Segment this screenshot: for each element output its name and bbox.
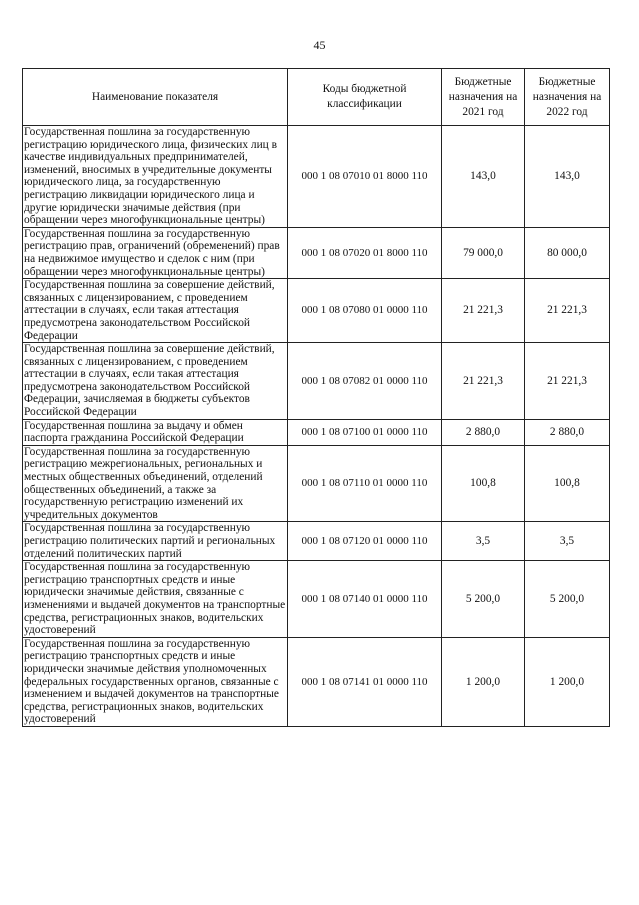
table-row: [23, 419, 610, 445]
row-name: Государственная пошлина за государственную регистрацию транспортных средств и иные юридически значимые действия уполномоченных федеральных государственных органов, связанные с изменением и выдачей документов на транспортные средства, регистрационных знаков, водительских удостоверений: [23, 637, 288, 726]
row-value-2022: 3,5: [525, 522, 610, 561]
table-row: [23, 126, 610, 228]
row-name: Государственная пошлина за государственную регистрацию прав, ограничений (обременений) прав на недвижимое имущество и сделок с ним (при обращении через многофункциональные центры): [23, 227, 288, 278]
row-value-2021: 143,0: [442, 126, 525, 228]
row-code: 000 1 08 07010 01 8000 110: [288, 126, 442, 228]
row-value-2022: 100,8: [525, 445, 610, 522]
table-row: [23, 522, 610, 561]
table-row: [23, 227, 610, 278]
row-code: 000 1 08 07120 01 0000 110: [288, 522, 442, 561]
table-row: [23, 445, 610, 522]
row-code: 000 1 08 07110 01 0000 110: [288, 445, 442, 522]
row-code: 000 1 08 07080 01 0000 110: [288, 279, 442, 343]
table-header-row: [23, 69, 610, 126]
row-name: Государственная пошлина за выдачу и обмен паспорта гражданина Российской Федерации: [23, 419, 288, 445]
budget-table: [22, 68, 610, 727]
row-name: Государственная пошлина за государственную регистрацию политических партий и региональных отделений политических партий: [23, 522, 288, 561]
row-name: Государственная пошлина за государственную регистрацию межрегиональных, региональных и местных общественных объединений, отделений общественных объединений, а также за государственную регистрацию изменений их учредительных документов: [23, 445, 288, 522]
row-code: 000 1 08 07140 01 0000 110: [288, 561, 442, 638]
header-codes: Коды бюджетной классификации: [288, 69, 442, 126]
table-row: [23, 637, 610, 726]
row-code: 000 1 08 07020 01 8000 110: [288, 227, 442, 278]
header-name: Наименование показателя: [23, 69, 288, 126]
header-2021: Бюджетные назначения на 2021 год: [442, 69, 525, 126]
row-value-2021: 21 221,3: [442, 279, 525, 343]
row-name: Государственная пошлина за государственную регистрацию транспортных средств и иные юридически значимые действия, связанные с изменениями и выдачей документов на транспортные средства, регистрационных знаков, водительских удостоверений: [23, 561, 288, 638]
row-value-2022: 1 200,0: [525, 637, 610, 726]
header-2022: Бюджетные назначения на 2022 год: [525, 69, 610, 126]
row-code: 000 1 08 07082 01 0000 110: [288, 343, 442, 420]
table-row: [23, 561, 610, 638]
row-name: Государственная пошлина за совершение действий, связанных с лицензированием, с проведением аттестации в случаях, если такая аттестация предусмотрена законодательством Российской Федерации: [23, 279, 288, 343]
row-value-2021: 1 200,0: [442, 637, 525, 726]
row-name: Государственная пошлина за совершение действий, связанных с лицензированием, с проведением аттестации в случаях, если такая аттестация предусмотрена законодательством Российской Федерации, зачисляемая в бюджеты субъектов Российской Федерации: [23, 343, 288, 420]
row-name: Государственная пошлина за государственную регистрацию юридического лица, физических лиц в качестве индивидуальных предпринимателей, изменений, вносимых в учредительные документы юридического лица, за государственную регистрацию ликвидации юридического лица и другие юридически значимые действия (при обращении через многофункциональные центры): [23, 126, 288, 228]
table-row: [23, 343, 610, 420]
row-value-2021: 100,8: [442, 445, 525, 522]
row-value-2021: 2 880,0: [442, 419, 525, 445]
table-row: [23, 279, 610, 343]
row-value-2022: 2 880,0: [525, 419, 610, 445]
row-code: 000 1 08 07141 01 0000 110: [288, 637, 442, 726]
row-value-2022: 21 221,3: [525, 279, 610, 343]
row-code: 000 1 08 07100 01 0000 110: [288, 419, 442, 445]
row-value-2021: 5 200,0: [442, 561, 525, 638]
row-value-2021: 3,5: [442, 522, 525, 561]
row-value-2021: 79 000,0: [442, 227, 525, 278]
page-number: 45: [313, 38, 326, 52]
row-value-2022: 21 221,3: [525, 343, 610, 420]
row-value-2022: 5 200,0: [525, 561, 610, 638]
row-value-2022: 143,0: [525, 126, 610, 228]
row-value-2021: 21 221,3: [442, 343, 525, 420]
row-value-2022: 80 000,0: [525, 227, 610, 278]
